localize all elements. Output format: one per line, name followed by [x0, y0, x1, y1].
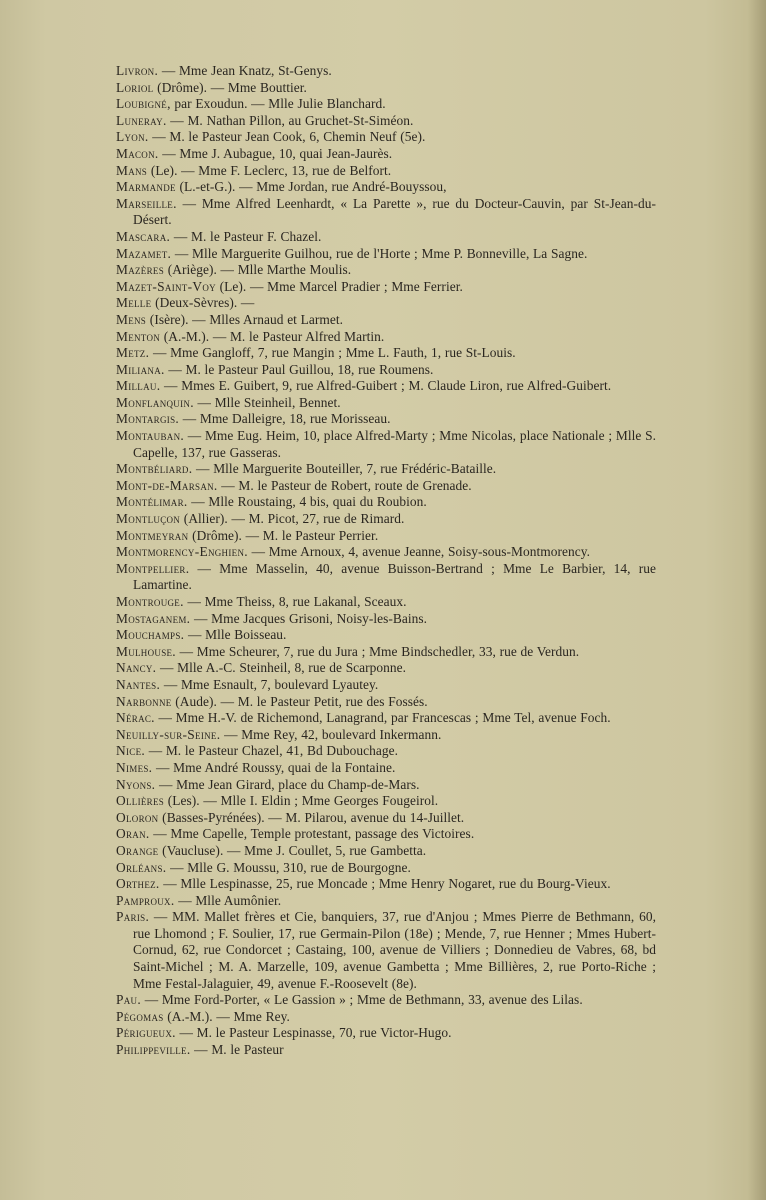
entry-place: Miliana.	[116, 361, 165, 377]
entry-text: (Les). — Mlle I. Eldin ; Mme Georges Fougeirol.	[164, 793, 439, 809]
entry-text: — Mlle Steinheil, Bennet.	[193, 394, 341, 410]
entry-text: (A.-M.). — Mme Rey.	[163, 1008, 290, 1024]
directory-entry	[116, 295, 656, 312]
entry-text: — Mme Masselin, 40, avenue Buisson-Bertrand ; Mme Le Barbier, 14, rue Lamartine.	[133, 560, 656, 593]
entry-place: Nérac.	[116, 710, 155, 726]
entry-text: — Mme Jacques Grisoni, Noisy-les-Bains.	[190, 610, 428, 626]
entry-text: (Le). — Mme F. Leclerc, 13, rue de Belfort.	[147, 162, 392, 178]
directory-entry	[116, 727, 656, 744]
entry-text: — Mlle Lespinasse, 25, rue Moncade ; Mme Henry Nogaret, rue du Bourg-Vieux.	[159, 876, 611, 892]
entry-place: Mont-de-Marsan.	[116, 477, 218, 493]
entry-text: (L.-et-G.). — Mme Jordan, rue André-Bouyssou,	[175, 179, 447, 195]
entry-text: (Allier). — M. Picot, 27, rue de Rimard.	[180, 511, 405, 527]
entry-place: Montargis.	[116, 411, 180, 427]
entry-place: Melle	[116, 295, 152, 311]
entry-place: Mostaganem.	[116, 610, 191, 626]
directory-entry	[116, 262, 656, 279]
directory-entry	[116, 312, 656, 329]
entry-place: Marseille.	[116, 195, 177, 211]
entry-place: Montmorency-Enghien.	[116, 544, 248, 560]
entry-text: — Mlle G. Moussu, 310, rue de Bourgogne.	[166, 859, 411, 875]
directory-entry	[116, 163, 656, 180]
entry-place: Montluçon	[116, 511, 181, 527]
directory-entry	[116, 196, 656, 229]
entry-text: — Mme Eug. Heim, 10, place Alfred-Marty ; Mme Nicolas, place Nationale ; Mlle S. Capelle, 137, rue Gasseras.	[133, 428, 656, 460]
directory-entry	[116, 229, 656, 246]
entry-text: (Ariège). — Mlle Marthe Moulis.	[164, 262, 352, 278]
directory-entry	[116, 179, 656, 196]
entry-place: Mascara.	[116, 228, 171, 244]
entry-place: Ollières	[116, 793, 165, 809]
entry-place: Paris.	[116, 909, 150, 925]
entry-text: (Drôme). — M. le Pasteur Perrier.	[188, 527, 379, 543]
directory-entry	[116, 279, 656, 296]
entry-place: Montauban.	[116, 428, 185, 444]
entry-text: — Mmes E. Guibert, 9, rue Alfred-Guibert ; M. Claude Liron, rue Alfred-Guibert.	[160, 378, 612, 394]
entry-place: Nimes.	[116, 759, 153, 775]
entry-text: — Mme J. Aubague, 10, quai Jean-Jaurès.	[158, 145, 393, 161]
entry-text: — MM. Mallet frères et Cie, banquiers, 37, rue d'Anjou ; Mmes Pierre de Bethmann, 60, rue Lhomond ; F. Soulier, 17, rue Germain-Pilon (18e) ; Mende, 7, rue Henner ; Mmes Hubert-Cornud, 62, rue Condorcet ; Castaing, 100, avenue de Villiers ; Donnedieu de Vabres, 68, bd Saint-Michel ; M. A. Marzelle, 109, avenue Gambetta ; Mme Billières, 2, rue Porto-Riche ; Mme Festal-Jalaguier, 49, avenue F.-Roosevelt (8e).	[133, 909, 656, 991]
entry-place: Loubigné,	[116, 96, 171, 112]
directory-entry	[116, 594, 656, 611]
entry-text: — M. le Pasteur Paul Guillou, 18, rue Roumens.	[164, 361, 434, 377]
entry-text: — Mme Rey, 42, boulevard Inkermann.	[220, 726, 442, 742]
entry-text: (Aude). — M. le Pasteur Petit, rue des Fossés.	[171, 693, 428, 709]
entry-place: Livron.	[116, 63, 159, 78]
entry-text: — M. le Pasteur Chazel, 41, Bd Dubouchage.	[145, 743, 398, 759]
directory-entry	[116, 146, 656, 163]
directory-entry	[116, 561, 656, 594]
entry-text: — Mme Gangloff, 7, rue Mangin ; Mme L. Fauth, 1, rue St-Louis.	[149, 345, 516, 361]
directory-entry	[116, 478, 656, 495]
directory-list	[116, 63, 656, 1059]
entry-place: Pégomas	[116, 1008, 164, 1024]
entry-text: — Mlle Roustaing, 4 bis, quai du Roubion.	[187, 494, 427, 510]
directory-entry	[116, 793, 656, 810]
entry-place: Mens	[116, 311, 147, 327]
entry-place: Oloron	[116, 809, 159, 825]
entry-text: — Mme Dalleigre, 18, rue Morisseau.	[179, 411, 391, 427]
entry-place: Nice.	[116, 743, 146, 759]
entry-text: — Mlle Boisseau.	[184, 627, 287, 643]
directory-entry	[116, 411, 656, 428]
entry-text: — M. le Pasteur F. Chazel.	[170, 228, 322, 244]
directory-entry	[116, 627, 656, 644]
entry-place: Montrouge.	[116, 594, 184, 609]
directory-entry	[116, 992, 656, 1009]
entry-place: Mazet-Saint-Voy	[116, 278, 216, 294]
entry-text: — Mme Esnault, 7, boulevard Lyautey.	[160, 676, 379, 692]
entry-text: (Deux-Sèvres). —	[151, 295, 255, 311]
entry-place: Nyons.	[116, 776, 156, 792]
directory-entry	[116, 345, 656, 362]
entry-text: — Mlle Aumônier.	[174, 892, 282, 908]
directory-entry	[116, 777, 656, 794]
directory-entry	[116, 1025, 656, 1042]
entry-text: — M. le Pasteur Lespinasse, 70, rue Victor-Hugo.	[175, 1025, 452, 1041]
entry-text: — Mme Theiss, 8, rue Lakanal, Sceaux.	[183, 594, 407, 609]
directory-entry	[116, 760, 656, 777]
entry-text: — Mme Capelle, Temple protestant, passage des Victoires.	[149, 826, 475, 842]
directory-entry	[116, 395, 656, 412]
entry-place: Nantes.	[116, 676, 161, 692]
entry-place: Narbonne	[116, 693, 172, 709]
entry-text: — M. Nathan Pillon, au Gruchet-St-Siméon.	[166, 112, 414, 128]
entry-place: Mouchamps.	[116, 627, 185, 643]
directory-entry	[116, 129, 656, 146]
directory-entry	[116, 893, 656, 910]
entry-place: Pamproux.	[116, 892, 175, 908]
entry-text: — Mme Jean Knatz, St-Genys.	[158, 63, 332, 78]
entry-place: Neuilly-sur-Seine.	[116, 726, 221, 742]
entry-place: Montpellier.	[116, 560, 190, 576]
entry-text: — M. le Pasteur de Robert, route de Grenade.	[217, 477, 472, 493]
directory-entry	[116, 329, 656, 346]
entry-text: — Mme André Roussy, quai de la Fontaine.	[152, 759, 396, 775]
entry-place: Orthez.	[116, 876, 160, 892]
directory-entry	[116, 710, 656, 727]
entry-text: — M. le Pasteur Jean Cook, 6, Chemin Neuf (5e).	[148, 129, 426, 145]
entry-text: — Mme Ford-Porter, « Le Gassion » ; Mme de Bethmann, 33, avenue des Lilas.	[141, 992, 583, 1008]
entry-place: Mazères	[116, 262, 165, 278]
entry-text: — Mlle A.-C. Steinheil, 8, rue de Scarponne.	[156, 660, 407, 676]
entry-place: Mazamet.	[116, 245, 172, 261]
directory-entry	[116, 743, 656, 760]
entry-text: — Mme Arnoux, 4, avenue Jeanne, Soisy-sous-Montmorency.	[247, 544, 590, 560]
directory-entry	[116, 428, 656, 461]
entry-place: Mans	[116, 162, 148, 178]
entry-place: Monflanquin.	[116, 394, 194, 410]
directory-entry	[116, 826, 656, 843]
directory-entry	[116, 378, 656, 395]
entry-place: Oran.	[116, 826, 150, 842]
entry-place: Pau.	[116, 992, 141, 1008]
entry-text: (Basses-Pyrénées). — M. Pilarou, avenue du 14-Juillet.	[158, 809, 465, 825]
directory-entry	[116, 362, 656, 379]
entry-place: Philippeville.	[116, 1042, 191, 1058]
entry-place: Metz.	[116, 345, 150, 361]
entry-text: par Exoudun. — Mlle Julie Blanchard.	[170, 96, 386, 112]
directory-entry	[116, 1042, 656, 1059]
entry-place: Montélimar.	[116, 494, 188, 510]
directory-entry	[116, 544, 656, 561]
entry-text: (Isère). — Mlles Arnaud et Larmet.	[146, 311, 344, 327]
entry-place: Marmande	[116, 179, 176, 195]
directory-entry	[116, 246, 656, 263]
directory-entry	[116, 528, 656, 545]
entry-text: (Le). — Mme Marcel Pradier ; Mme Ferrier.	[215, 278, 463, 294]
entry-text: — Mme Jean Girard, place du Champ-de-Mars.	[155, 776, 420, 792]
directory-entry	[116, 694, 656, 711]
directory-entry	[116, 461, 656, 478]
entry-text: — Mlle Marguerite Bouteiller, 7, rue Frédéric-Bataille.	[192, 461, 497, 477]
directory-entry	[116, 80, 656, 97]
entry-text: — Mme Scheurer, 7, rue du Jura ; Mme Bindschedler, 33, rue de Verdun.	[175, 643, 580, 659]
entry-place: Menton	[116, 328, 161, 344]
entry-text: (A.-M.). — M. le Pasteur Alfred Martin.	[160, 328, 385, 344]
directory-entry	[116, 660, 656, 677]
directory-entry	[116, 810, 656, 827]
entry-place: Périgueux.	[116, 1025, 176, 1041]
entry-text: (Drôme). — Mme Bouttier.	[153, 79, 307, 95]
directory-entry	[116, 494, 656, 511]
directory-entry	[116, 511, 656, 528]
directory-entry	[116, 113, 656, 130]
directory-entry	[116, 644, 656, 661]
directory-entry	[116, 1009, 656, 1026]
directory-entry	[116, 611, 656, 628]
directory-entry	[116, 909, 656, 992]
directory-entry	[116, 63, 656, 80]
entry-place: Lyon.	[116, 129, 149, 145]
directory-entry	[116, 860, 656, 877]
entry-text: — M. le Pasteur	[190, 1042, 284, 1058]
entry-place: Orléans.	[116, 859, 167, 875]
entry-place: Montmeyran	[116, 527, 189, 543]
entry-place: Luneray.	[116, 112, 167, 128]
entry-text: — Mme H.-V. de Richemond, Lanagrand, par Francescas ; Mme Tel, avenue Foch.	[154, 710, 611, 726]
directory-entry	[116, 876, 656, 893]
entry-place: Orange	[116, 842, 159, 858]
directory-entry	[116, 677, 656, 694]
entry-place: Macon.	[116, 145, 159, 161]
directory-entry	[116, 96, 656, 113]
entry-place: Mulhouse.	[116, 643, 176, 659]
entry-place: Nancy.	[116, 660, 157, 676]
entry-text: (Vaucluse). — Mme J. Coullet, 5, rue Gambetta.	[158, 842, 427, 858]
entry-place: Montbéliard.	[116, 461, 193, 477]
directory-entry	[116, 843, 656, 860]
entry-text: — Mme Alfred Leenhardt, « La Parette », rue du Docteur-Cauvin, par St-Jean-du-Désert.	[133, 195, 656, 228]
entry-place: Millau.	[116, 378, 161, 394]
entry-place: Loriol	[116, 79, 154, 95]
entry-text: — Mlle Marguerite Guilhou, rue de l'Horte ; Mme P. Bonneville, La Sagne.	[171, 245, 588, 261]
